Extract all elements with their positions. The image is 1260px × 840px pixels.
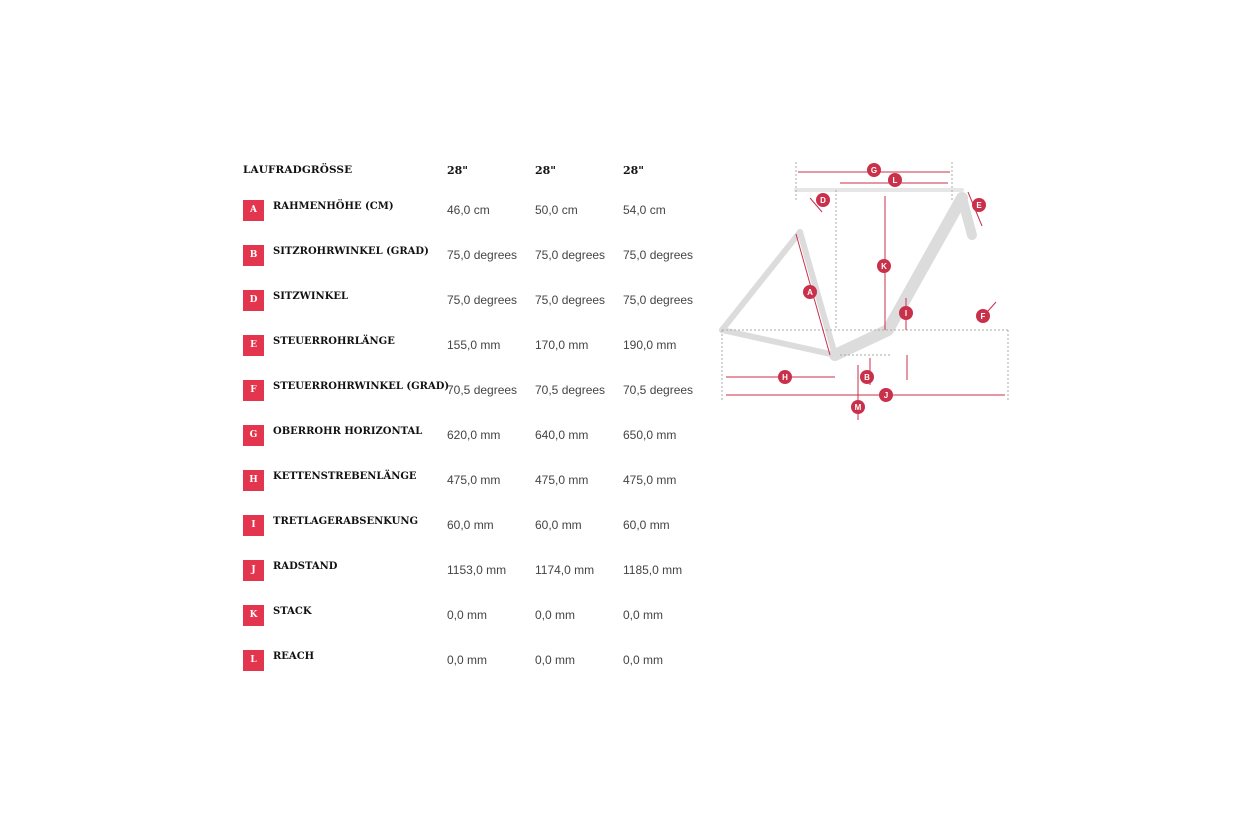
size-2-value: 60,0 mm [535,518,582,532]
geometry-table [243,150,713,689]
dim-b-badge [860,370,874,384]
size-2-value: 640,0 mm [535,428,589,442]
dimension-label: TRETLAGERABSENKUNG [273,516,419,527]
svg-text:H: H [782,373,788,382]
dim-e-badge [972,198,986,212]
size-3-value: 190,0 mm [623,338,677,352]
table-row [243,554,713,599]
size-3-value: 75,0 degrees [623,248,694,262]
dimension-code-badge: G [243,425,264,446]
dim-d-badge [816,193,830,207]
dimension-code-badge: I [243,515,264,536]
size-column-1: 28" [447,164,469,177]
dim-h-badge [778,370,792,384]
size-2-value: 1174,0 mm [535,563,595,577]
size-1-value: 155,0 mm [447,338,501,352]
svg-text:A: A [807,288,813,297]
dim-m-badge [851,400,865,414]
dim-j-badge [879,388,893,402]
svg-text:J: J [883,391,889,400]
table-row [243,329,713,374]
size-1-value: 70,5 degrees [447,383,518,397]
frame-geometry-diagram [700,150,1040,430]
svg-text:L: L [892,176,898,185]
size-3-value: 70,5 degrees [623,383,694,397]
table-row [243,644,713,689]
size-2-value: 170,0 mm [535,338,589,352]
dimension-code-badge: E [243,335,264,356]
svg-text:G: G [870,166,878,175]
dim-i-badge [899,306,913,320]
dimension-code-badge: K [243,605,264,626]
dim-f-badge [976,309,990,323]
dimension-label: REACH [273,651,315,662]
dimension-label: STACK [273,606,312,617]
size-3-value: 0,0 mm [623,653,664,667]
size-3-value: 650,0 mm [623,428,677,442]
dim-l-badge [888,173,902,187]
size-1-value: 75,0 degrees [447,293,518,307]
size-1-value: 75,0 degrees [447,248,518,262]
dimension-label: RADSTAND [273,561,338,572]
size-1-value: 46,0 cm [447,203,490,217]
table-row [243,194,713,239]
table-row [243,239,713,284]
size-2-value: 50,0 cm [535,203,578,217]
dim-g-badge [867,163,881,177]
dimension-code-badge: H [243,470,264,491]
wheel-size-header: LAUFRADGRÖSSE [243,164,353,176]
table-row [243,374,713,419]
size-1-value: 475,0 mm [447,473,501,487]
size-3-value: 75,0 degrees [623,293,694,307]
svg-text:E: E [976,201,982,210]
size-1-value: 0,0 mm [447,608,488,622]
dim-a-badge [803,285,817,299]
dimension-label: KETTENSTREBENLÄNGE [273,471,417,482]
dimension-label: SITZROHRWINKEL (GRAD) [273,246,429,257]
svg-text:D: D [820,196,826,205]
size-column-2: 28" [535,164,557,177]
table-row [243,464,713,509]
dimension-code-badge: A [243,200,264,221]
svg-text:B: B [864,373,870,382]
size-3-value: 60,0 mm [623,518,670,532]
size-3-value: 54,0 cm [623,203,666,217]
dimension-label: RAHMENHÖHE (CM) [273,201,394,212]
dimension-label: SITZWINKEL [273,291,349,302]
size-2-value: 70,5 degrees [535,383,606,397]
dimension-label: STEUERROHRWINKEL (GRAD) [273,381,450,392]
size-column-3: 28" [623,164,645,177]
size-2-value: 0,0 mm [535,608,576,622]
size-2-value: 475,0 mm [535,473,589,487]
size-3-value: 0,0 mm [623,608,664,622]
size-3-value: 1185,0 mm [623,563,683,577]
dimension-code-badge: B [243,245,264,266]
table-row [243,284,713,329]
dimension-code-badge: J [243,560,264,581]
svg-text:M: M [854,403,862,412]
size-2-value: 75,0 degrees [535,293,606,307]
table-row [243,419,713,464]
dimension-code-badge: F [243,380,264,401]
size-3-value: 475,0 mm [623,473,677,487]
dimension-code-badge: D [243,290,264,311]
svg-text:F: F [980,312,986,321]
frame-diagram-svg [700,150,1040,430]
svg-text:K: K [881,262,887,271]
size-1-value: 60,0 mm [447,518,494,532]
size-2-value: 75,0 degrees [535,248,606,262]
size-1-value: 620,0 mm [447,428,501,442]
table-row [243,509,713,554]
dimension-label: STEUERROHRLÄNGE [273,336,395,347]
dimension-code-badge: L [243,650,264,671]
svg-text:I: I [904,309,908,318]
dimension-label: OBERROHR HORIZONTAL [273,426,423,437]
table-row [243,599,713,644]
dim-k-badge [877,259,891,273]
size-1-value: 0,0 mm [447,653,488,667]
size-2-value: 0,0 mm [535,653,576,667]
size-1-value: 1153,0 mm [447,563,507,577]
table-header-row [243,150,713,194]
